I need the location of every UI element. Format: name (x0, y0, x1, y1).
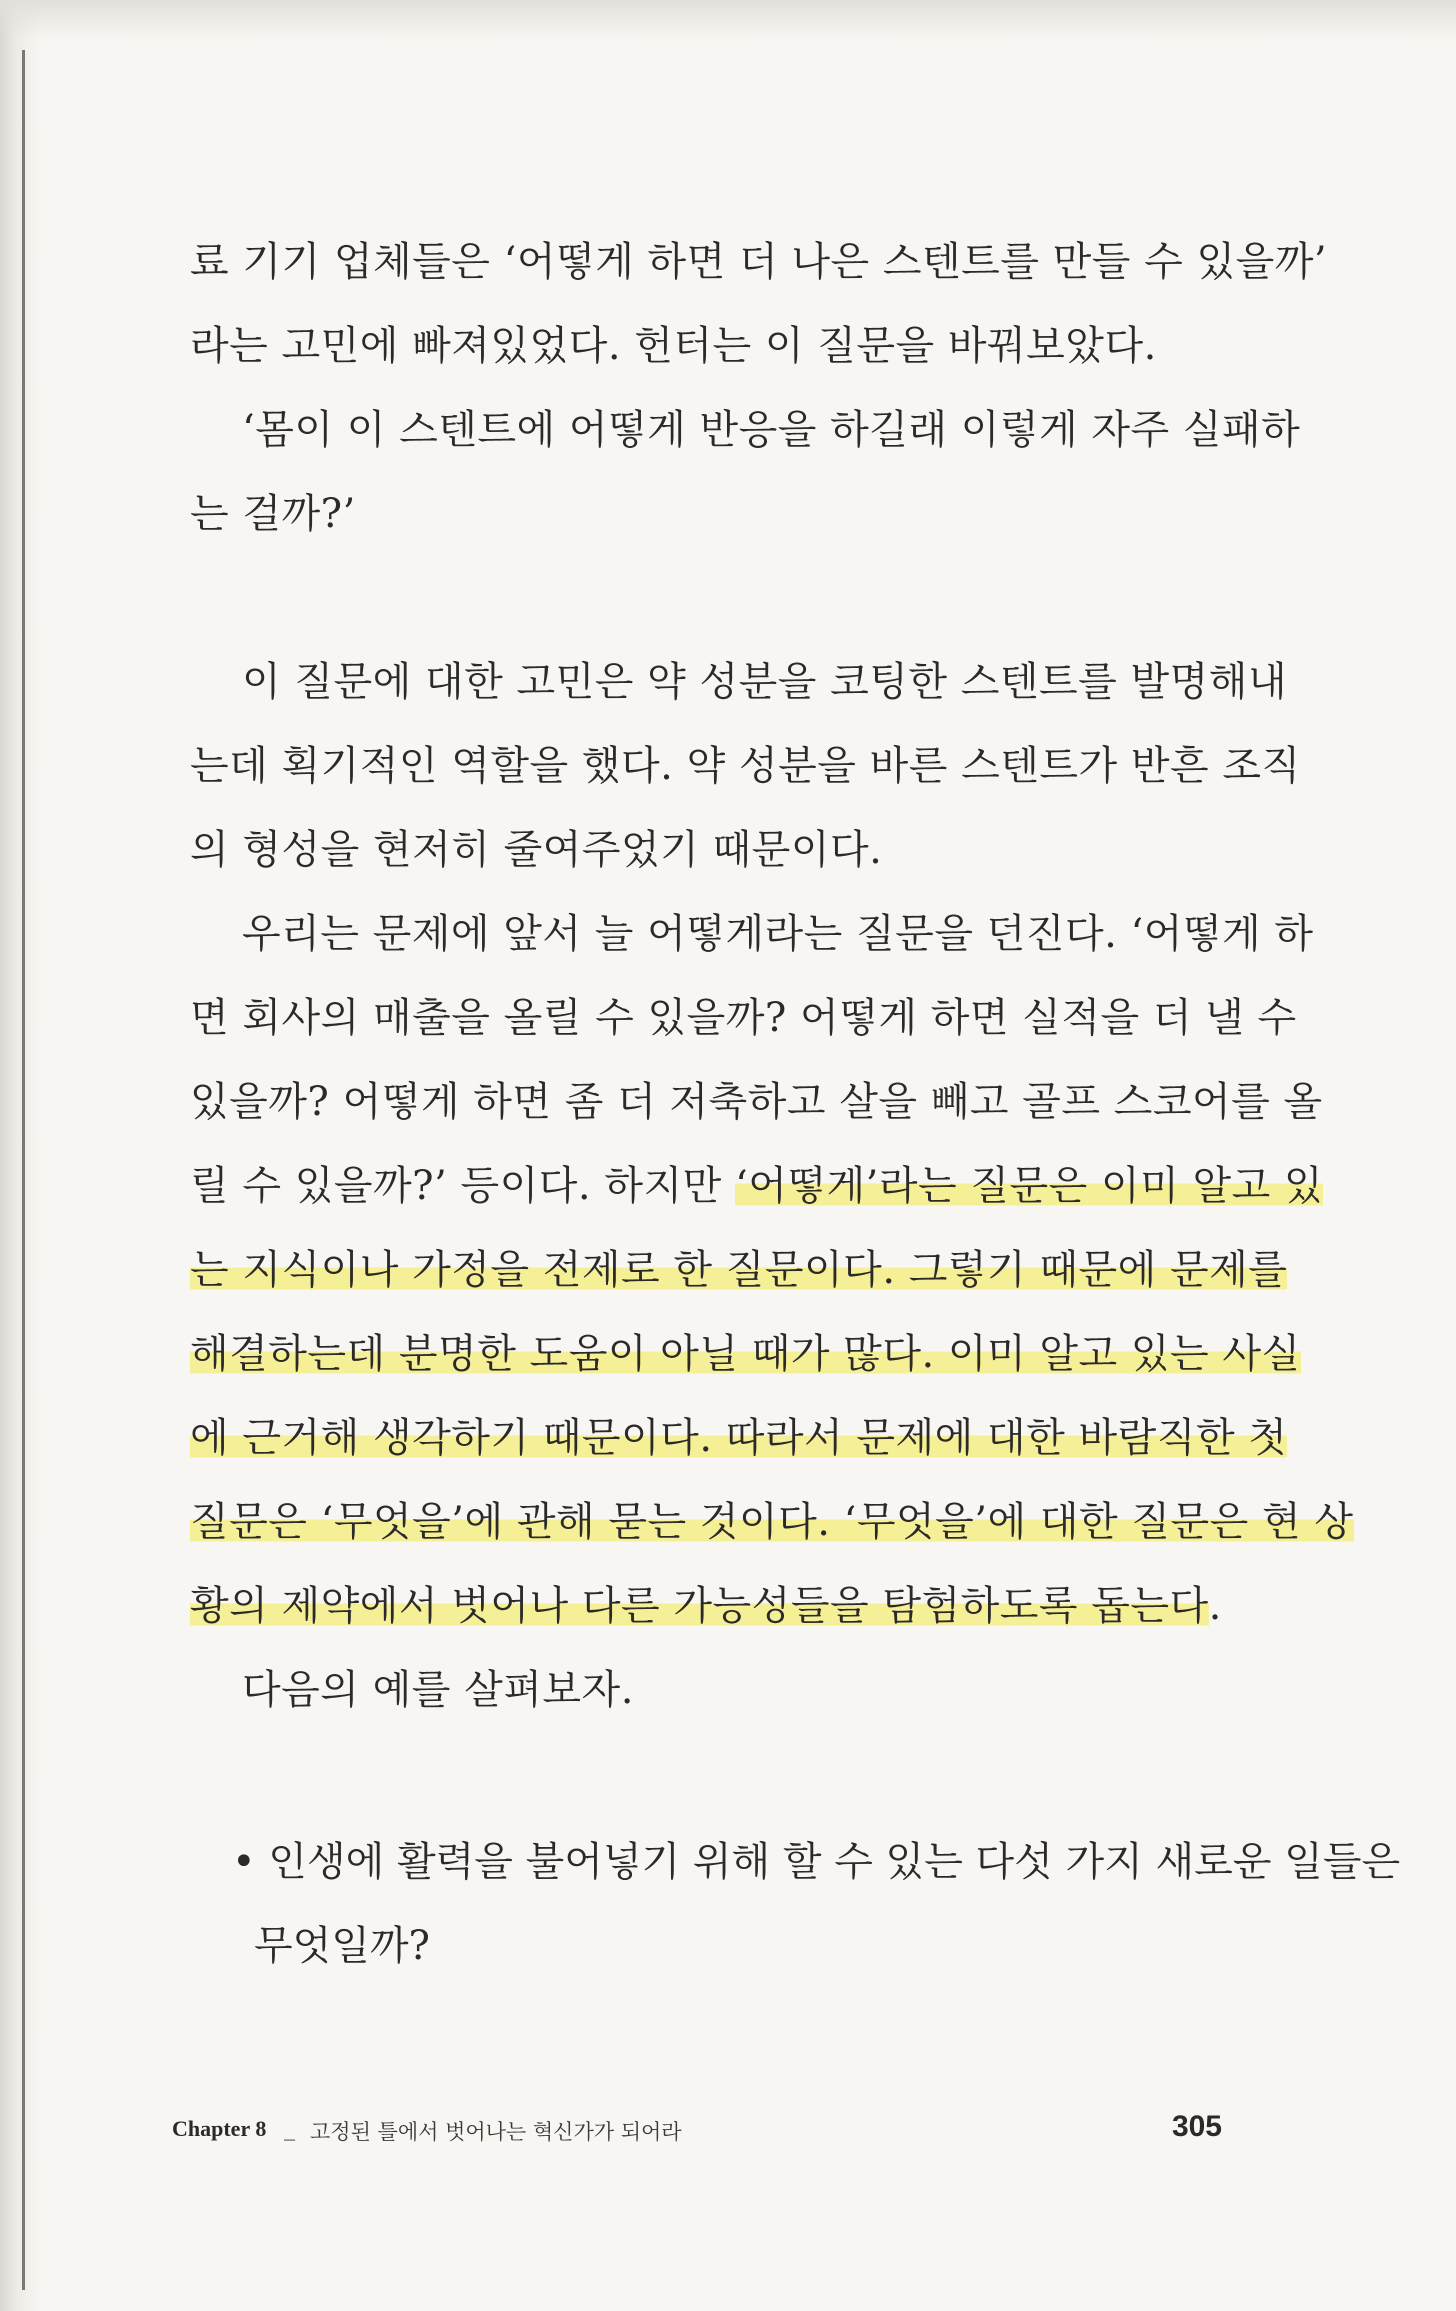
highlighted-text: 에 근거해 생각하기 때문이다. 따라서 문제에 대한 바람직한 첫 (190, 1415, 1288, 1461)
highlighted-text: ‘어떻게’라는 질문은 이미 알고 있 (735, 1163, 1324, 1209)
text-line: 있을까? 어떻게 하면 좀 더 저축하고 살을 빼고 골프 스코어를 올 (190, 1079, 1323, 1125)
text-line (190, 1312, 1301, 1396)
text-line: 의 형성을 현저히 줄여주었기 때문이다. (190, 827, 883, 873)
text-line (190, 1396, 1288, 1480)
text-line (190, 1480, 1354, 1564)
page-number: 305 (1171, 2110, 1222, 2143)
text-line: ‘몸이 이 스텐트에 어떻게 반응을 하길래 이렇게 자주 실패하 (242, 407, 1301, 453)
binding-line (22, 50, 25, 2290)
text-line: 라는 고민에 빠져있었다. 헌터는 이 질문을 바꿔보았다. (190, 323, 1157, 369)
body-text (190, 220, 1354, 1732)
binding-shadow (0, 0, 40, 2311)
highlighted-text: 는 지식이나 가정을 전제로 한 질문이다. 그렇기 때문에 문제를 (190, 1247, 1288, 1293)
text-line: 는 걸까?’ (190, 491, 356, 537)
highlighted-text: 해결하는데 분명한 도움이 아닐 때가 많다. 이미 알고 있는 사실 (190, 1331, 1301, 1377)
text-line: 는데 획기적인 역할을 했다. 약 성분을 바른 스텐트가 반흔 조직 (190, 743, 1301, 789)
text-line: 면 회사의 매출을 올릴 수 있을까? 어떻게 하면 실적을 더 낼 수 (190, 995, 1297, 1041)
paragraph-gap (190, 556, 1230, 640)
bullet-line: 무엇일까? (254, 1923, 431, 1969)
highlighted-text: 황의 제약에서 벗어나 다른 가능성들을 탐험하도록 돕는다 (190, 1583, 1209, 1629)
text-line: 다음의 예를 살펴보자. (242, 1667, 634, 1713)
text-line: 우리는 문제에 앞서 늘 어떻게라는 질문을 던진다. ‘어떻게 하 (242, 911, 1314, 957)
text-segment: 릴 수 있을까?’ 등이다. 하지만 (190, 1163, 735, 1209)
highlighted-text: 질문은 ‘무엇을’에 관해 묻는 것이다. ‘무엇을’에 대한 질문은 현 상 (190, 1499, 1354, 1545)
bullet-list (232, 1820, 1401, 1988)
text-line (190, 1144, 1324, 1228)
text-segment: . (1208, 1583, 1222, 1629)
text-line: 이 질문에 대한 고민은 약 성분을 코팅한 스텐트를 발명해내 (242, 659, 1288, 705)
footer-chapter-title: 고정된 틀에서 벗어나는 혁신가가 되어라 (310, 2120, 682, 2144)
footer-chapter: Chapter 8 (172, 2116, 267, 2141)
top-shadow (0, 0, 1456, 40)
bullet-line: • 인생에 활력을 불어넣기 위해 할 수 있는 다섯 가지 새로운 일들은 (232, 1839, 1401, 1885)
text-line (190, 1564, 1230, 1648)
footer-separator: _ (284, 2116, 295, 2141)
text-line (190, 1228, 1288, 1312)
text-line: 료 기기 업체들은 ‘어떻게 하면 더 나은 스텐트를 만들 수 있을까’ (190, 239, 1328, 285)
page-footer (172, 2110, 1222, 2150)
